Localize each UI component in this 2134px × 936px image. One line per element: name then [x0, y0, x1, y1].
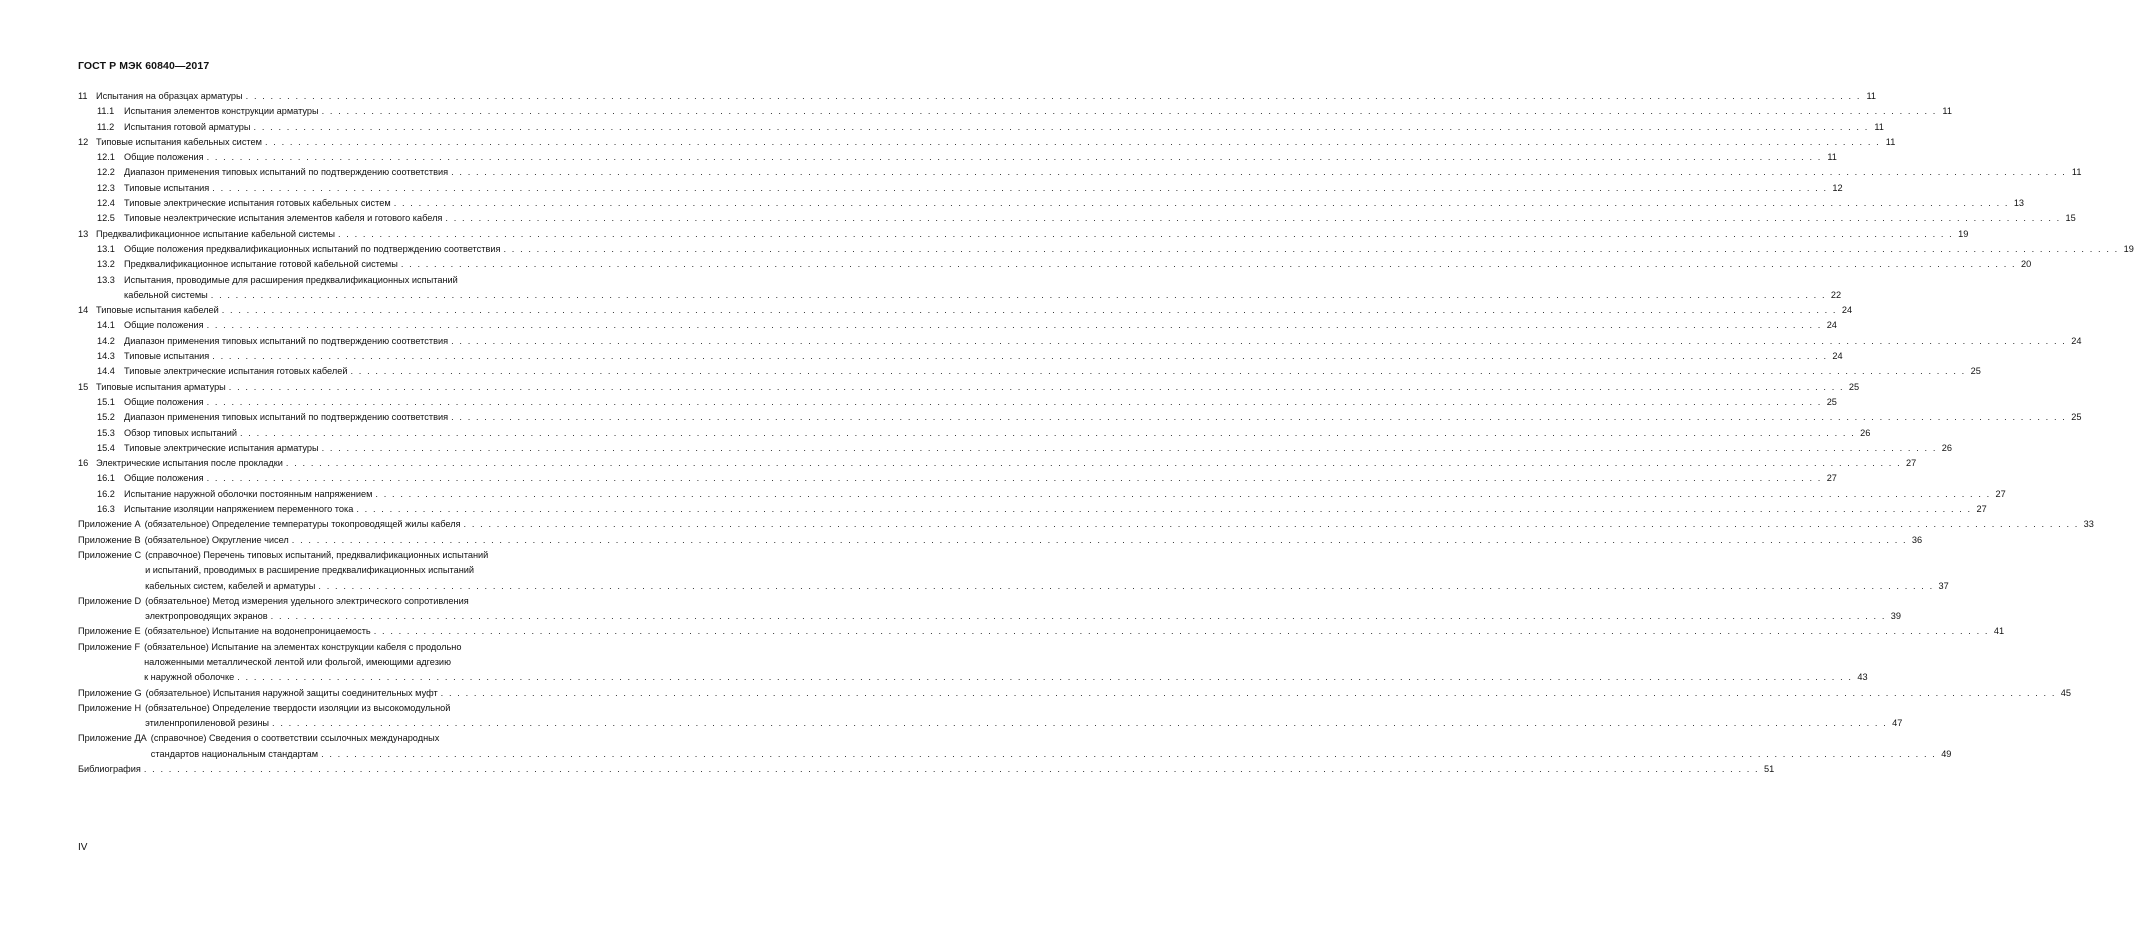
toc-entry[interactable] [78, 471, 1837, 486]
toc-entry-number: 16.1 [97, 473, 115, 484]
toc-leader-dots [318, 579, 1933, 594]
toc-entry-title: наложенными металлической лентой или фольгой, имеющими адгезию [144, 656, 451, 667]
toc-entry-number: 16.2 [97, 488, 115, 499]
toc-leader-dots [464, 517, 2079, 532]
toc-leader-dots [237, 670, 1852, 685]
toc-entry-number: 11.2 [97, 121, 115, 132]
toc-page-number: 45 [2060, 687, 2072, 698]
toc-entry[interactable] [78, 533, 1923, 548]
toc-entry-title: Типовые испытания кабельных систем [96, 136, 262, 147]
toc-appendix-label: Приложение В [78, 534, 141, 545]
toc-entry-title: Диапазон применения типовых испытаний по подтверждению соответствия [124, 412, 449, 423]
toc-entry-number: 13 [78, 228, 89, 239]
toc-entry-title: Испытания элементов конструкции арматуры [124, 106, 319, 117]
toc-page-number: 13 [2013, 198, 2025, 209]
toc-page-number: 33 [2083, 519, 2094, 530]
toc-leader-dots [375, 487, 1990, 502]
toc-leader-dots [350, 364, 1965, 379]
toc-page-number: 25 [1826, 396, 1837, 407]
toc-page-number: 11 [1827, 152, 1837, 163]
toc-entry-number: 12.1 [97, 152, 115, 163]
toc-entry-title: и испытаний, проводимых в расширение предквалификационных испытаний [145, 565, 475, 576]
toc-entry-title: Общие положения [124, 396, 204, 407]
toc-leader-dots [451, 165, 2066, 180]
toc-leader-dots [441, 686, 2056, 701]
toc-entry[interactable] [78, 120, 1884, 135]
toc-entry-number: 12.3 [97, 182, 115, 193]
toc-entry-title: Испытание изоляции напряжением переменного тока [124, 504, 354, 515]
toc-entry-number: 11.1 [97, 106, 115, 117]
toc-appendix-label: Приложение ДА [78, 733, 147, 744]
toc-appendix-label: Приложение Е [78, 626, 141, 637]
toc-entry-title: Диапазон применения типовых испытаний по подтверждению соответствия [124, 167, 449, 178]
toc-page-number: 11 [1874, 121, 1884, 132]
toc-appendix-label: Приложение G [78, 687, 142, 698]
toc-entry-title: Испытания, проводимые для расширения предквалификационных испытаний [124, 274, 458, 285]
toc-page-number: 26 [1860, 427, 1871, 438]
toc-entry[interactable] [78, 701, 1903, 732]
toc-entry[interactable] [78, 318, 1837, 333]
toc-page-number: 24 [1832, 351, 1843, 362]
toc-entry-number: 12.4 [97, 198, 115, 209]
toc-leader-dots [240, 426, 1855, 441]
toc-entry[interactable] [78, 686, 2072, 701]
toc-entry-number: 14.1 [97, 320, 115, 331]
toc-page-number: 22 [1830, 289, 1842, 300]
toc-page-number: 15 [2065, 213, 2076, 224]
toc-appendix-label: Приложение F [78, 641, 141, 652]
toc-entry-number: 12.5 [97, 213, 115, 224]
toc-entry-title: (обязательное) Определение температуры токопроводящей жилы кабеля [144, 519, 461, 530]
toc-entry[interactable] [78, 181, 1843, 196]
toc-entry[interactable] [78, 395, 1837, 410]
toc-entry-title: Обзор типовых испытаний [124, 427, 237, 438]
toc-entry[interactable] [78, 441, 1952, 456]
toc-page-number: 27 [1995, 488, 2006, 499]
toc-entry-number: 15.3 [97, 427, 115, 438]
toc-entry-title: Предквалификационное испытание готовой кабельной системы [124, 259, 398, 270]
toc-entry[interactable] [78, 624, 2005, 639]
toc-leader-dots [222, 303, 1837, 318]
toc-entry-number: 14.3 [97, 351, 115, 362]
toc-leader-dots [451, 334, 2066, 349]
toc-leader-dots [286, 456, 1901, 471]
toc-entry-number: 15 [78, 381, 89, 392]
toc-entry-title: Типовые электрические испытания арматуры [124, 442, 319, 453]
toc-leader-dots [246, 89, 1861, 104]
toc-page-number: 39 [1890, 611, 1901, 622]
toc-entry[interactable] [78, 165, 2082, 180]
toc-entry[interactable] [78, 456, 1917, 471]
toc-appendix-label: Приложение С [78, 549, 142, 560]
toc-page-number: 19 [1958, 228, 1969, 239]
toc-entry-title: Общие положения предквалификационных испытаний по подтверждению соответствия [124, 243, 501, 254]
toc-entry[interactable] [78, 502, 1987, 517]
toc-entry-title: Общие положения [124, 320, 204, 331]
toc-page-number: 47 [1892, 718, 1903, 729]
toc-entry[interactable] [78, 227, 1969, 242]
toc-leader-dots [144, 762, 1759, 777]
toc-entry-title: (обязательное) Округление чисел [144, 534, 289, 545]
toc-page-number: 41 [1993, 626, 2005, 637]
toc-entry[interactable] [78, 242, 2134, 257]
toc-entry[interactable] [78, 517, 2094, 532]
toc-entry[interactable] [78, 89, 1876, 104]
toc-page-number: 20 [2020, 259, 2032, 270]
toc-leader-dots [321, 747, 1936, 762]
toc-page-number: 25 [2071, 412, 2082, 423]
toc-entry-title: Библиография [78, 764, 141, 775]
toc-entry-title: Типовые испытания [124, 182, 210, 193]
toc-page-number: 19 [2123, 243, 2134, 254]
toc-page-number: 27 [1906, 458, 1917, 469]
toc-entry-title: этиленпропиленовой резины [145, 718, 270, 729]
toc-entry[interactable] [78, 487, 2006, 502]
toc-entry-title: (обязательное) Испытания наружной защиты соединительных муфт [145, 687, 438, 698]
toc-entry-number: 14.4 [97, 366, 115, 377]
toc-entry-title: Испытание наружной оболочки постоянным напряжением [124, 488, 373, 499]
toc-page-number: 51 [1763, 764, 1775, 775]
toc-leader-dots [212, 181, 1827, 196]
toc-entry-title: (справочное) Сведения о соответствии ссылочных международных [150, 733, 440, 744]
toc-entry-title: (обязательное) Метод измерения удельного электрического сопротивления [145, 595, 469, 606]
toc-leader-dots [254, 120, 1869, 135]
toc-page-number: 27 [1976, 504, 1987, 515]
toc-entry-title: Типовые электрические испытания готовых кабельных систем [124, 198, 391, 209]
toc-appendix-label: Приложение А [78, 519, 141, 530]
toc-page-number: 24 [1841, 305, 1853, 316]
toc-entry[interactable] [78, 594, 1901, 625]
document-header: ГОСТ Р МЭК 60840—2017 [78, 60, 210, 72]
toc-entry-title: Типовые испытания [124, 351, 210, 362]
toc-leader-dots [503, 242, 2118, 257]
toc-leader-dots [229, 380, 1844, 395]
toc-page-number: 24 [2071, 335, 2082, 346]
toc-entry-title: Предквалификационное испытание кабельной системы [96, 228, 335, 239]
toc-entry-number: 11 [78, 91, 88, 101]
toc-entry-number: 15.4 [97, 442, 115, 453]
toc-entry-title: кабельной системы [124, 289, 208, 300]
toc-entry-number: 12.2 [97, 167, 115, 178]
toc-page-number: 25 [1848, 381, 1860, 392]
toc-entry[interactable] [78, 104, 1952, 119]
toc-entry-title: кабельных систем, кабелей и арматуры [145, 580, 316, 591]
toc-entry[interactable] [78, 548, 1949, 594]
toc-entry-number: 15.2 [97, 412, 115, 423]
toc-entry[interactable] [78, 349, 1843, 364]
toc-entry[interactable] [78, 364, 1981, 379]
toc-appendix-label: Приложение D [78, 595, 142, 606]
toc-page-number: 11 [1866, 91, 1876, 101]
toc-page-number: 24 [1826, 320, 1837, 331]
toc-leader-dots [207, 318, 1822, 333]
toc-entry-title: Испытания готовой арматуры [124, 121, 251, 132]
toc-leader-dots [322, 104, 1937, 119]
toc-leader-dots [356, 502, 1971, 517]
toc-page-number: 36 [1911, 534, 1923, 545]
toc-page-number: 37 [1938, 580, 1949, 591]
toc-entry-title: Общие положения [124, 152, 204, 163]
toc-entry[interactable] [78, 640, 1868, 686]
toc-entry-title: (справочное) Перечень типовых испытаний, предквалификационных испытаний [145, 549, 489, 560]
toc-page-number: 43 [1857, 672, 1868, 683]
toc-entry-number: 14.2 [97, 335, 115, 346]
toc-entry[interactable] [78, 273, 1842, 304]
toc-entry-title: стандартов национальным стандартам [150, 748, 319, 759]
toc-entry-number: 15.1 [97, 396, 115, 407]
toc-page-number: 11 [2071, 167, 2082, 178]
toc-leader-dots [445, 211, 2060, 226]
toc-page-number: 11 [1942, 106, 1952, 117]
toc-entry-number: 13.2 [97, 259, 115, 270]
toc-entry-title: электропроводящих экранов [145, 611, 268, 622]
toc-entry[interactable] [78, 257, 2032, 272]
toc-entry[interactable] [78, 731, 1952, 762]
toc-leader-dots [207, 150, 1822, 165]
toc-entry-title: Типовые неэлектрические испытания элементов кабеля и готового кабеля [124, 213, 443, 224]
toc-leader-dots [401, 257, 2016, 272]
toc-leader-dots [207, 395, 1822, 410]
toc-entry[interactable] [78, 410, 2082, 425]
toc-entry-number: 13.1 [97, 243, 115, 254]
toc-entry-title: Электрические испытания после прокладки [96, 458, 283, 469]
toc-entry[interactable] [78, 426, 1871, 441]
toc-page-number: 27 [1826, 473, 1837, 484]
toc-leader-dots [451, 410, 2066, 425]
toc-leader-dots [322, 441, 1937, 456]
toc-leader-dots [211, 288, 1826, 303]
toc-leader-dots [292, 533, 1907, 548]
toc-leader-dots [374, 624, 1989, 639]
toc-entry[interactable] [78, 196, 2025, 211]
toc-leader-dots [265, 135, 1880, 150]
toc-leader-dots [271, 609, 1886, 624]
toc-page-number: 12 [1832, 182, 1843, 193]
toc-entry-number: 12 [78, 136, 89, 147]
toc-page-number: 26 [1941, 442, 1952, 453]
toc-leader-dots [212, 349, 1827, 364]
toc-page-number: 11 [1885, 136, 1896, 147]
page-number: IV [78, 842, 88, 853]
toc-leader-dots [338, 227, 1953, 242]
toc-entry-title: Типовые испытания кабелей [96, 305, 219, 316]
toc-entry-title: Типовые испытания арматуры [96, 381, 226, 392]
toc-entry[interactable] [78, 762, 1775, 777]
toc-entry[interactable] [78, 150, 1837, 165]
toc-entry-title: Испытания на образцах арматуры [96, 91, 243, 101]
toc-entry[interactable] [78, 135, 1896, 150]
toc-appendix-label: Приложение Н [78, 702, 142, 713]
toc-entry[interactable] [78, 334, 2082, 349]
toc-leader-dots [394, 196, 2009, 211]
toc-entry-number: 16 [78, 458, 89, 469]
toc-entry-number: 16.3 [97, 504, 115, 515]
toc-entry[interactable] [78, 211, 2076, 226]
toc-entry-number: 13.3 [97, 274, 115, 285]
toc-entry-title: (обязательное) Испытание на элементах конструкции кабеля с продольно [144, 641, 462, 652]
toc-entry-title: (обязательное) Испытание на водонепроницаемость [144, 626, 371, 637]
toc-entry-title: Типовые электрические испытания готовых кабелей [124, 366, 348, 377]
toc-entry[interactable] [78, 303, 1853, 318]
table-of-contents [78, 89, 2134, 777]
toc-leader-dots [272, 716, 1887, 731]
toc-entry-title: Диапазон применения типовых испытаний по подтверждению соответствия [124, 335, 449, 346]
toc-entry[interactable] [78, 380, 1860, 395]
toc-entry-title: (обязательное) Определение твердости изоляции из высокомодульной [145, 702, 451, 713]
toc-entry-title: к наружной оболочке [144, 672, 235, 683]
toc-page-number: 49 [1941, 748, 1952, 759]
toc-entry-title: Общие положения [124, 473, 204, 484]
toc-entry-number: 14 [78, 305, 89, 316]
toc-page-number: 25 [1970, 366, 1981, 377]
toc-leader-dots [207, 471, 1822, 486]
